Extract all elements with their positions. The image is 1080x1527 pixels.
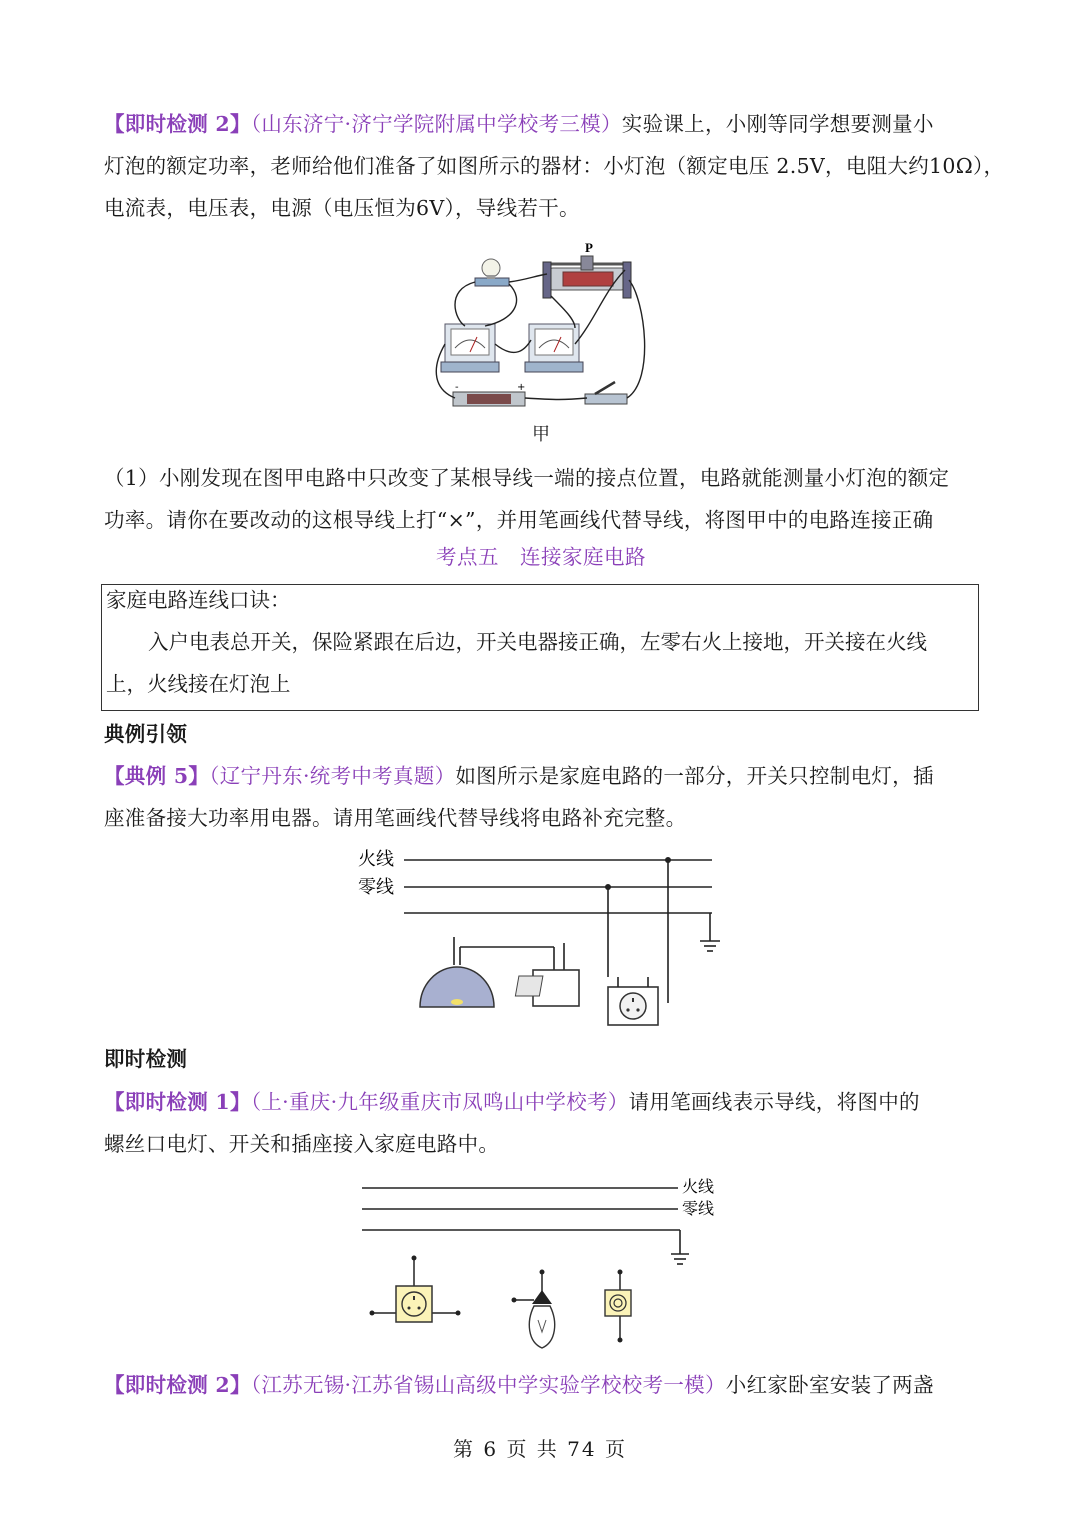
section-heading: 考点五 连接家庭电路: [436, 545, 646, 569]
question-source: （山东济宁·济宁学院附属中学校考三模）: [250, 112, 622, 136]
screw-lamp-icon: [512, 1270, 555, 1349]
mnemonic-box: [101, 584, 979, 711]
question-text: 灯泡的额定功率，老师给他们准备了如图所示的器材：小灯泡（额定电压 2.5V，电阻大约10Ω），: [104, 154, 1005, 178]
check-q2-text: 小红家卧室安装了两盏: [725, 1373, 934, 1397]
zero-wire-label: 零线: [682, 1199, 715, 1218]
check-q1-text: 请用笔画线表示导线，将图中的: [628, 1090, 920, 1114]
svg-text:+: +: [517, 382, 526, 393]
household-circuit-figure: [350, 845, 730, 1030]
slider-label: P: [585, 240, 593, 255]
example-tag: 【典例 5】: [104, 764, 210, 788]
figure-caption: 甲: [532, 424, 550, 445]
question-tag: 【即时检测 2】: [104, 112, 251, 136]
ground-icon: [700, 913, 720, 951]
check-q1-text: 螺丝口电灯、开关和插座接入家庭电路中。: [104, 1132, 500, 1156]
circuit-apparatus-figure: [425, 240, 665, 415]
rheostat-icon: [543, 240, 631, 298]
box-text: 入户电表总开关，保险紧跟在后边，开关电器接正确，左零右火上接地，开关接在火线: [148, 630, 927, 654]
check-circuit-figure: [358, 1172, 728, 1362]
lamp-icon: [475, 259, 509, 286]
zero-wire-label: 零线: [358, 877, 394, 898]
check-heading: 即时检测: [104, 1047, 188, 1071]
sub-question-1: [104, 457, 978, 541]
svg-text:-: -: [455, 382, 459, 393]
voltmeter-icon: [441, 324, 499, 372]
question-text: （1）小刚发现在图甲电路中只改变了某根导线一端的接点位置，电路就能测量小灯泡的额定: [104, 466, 950, 490]
fire-wire-label: 火线: [358, 849, 394, 870]
switch-icon: [605, 1270, 631, 1343]
question-text: 实验课上，小刚等同学想要测量小: [621, 112, 934, 136]
socket-icon: [370, 1256, 461, 1323]
example-text: 如图所示是家庭电路的一部分，开关只控制电灯，插: [455, 764, 934, 788]
example-paragraph: [104, 755, 978, 839]
question-text: 功率。请你在要改动的这根导线上打“×”，并用笔画线代替导线，将图甲中的电路连接正确: [104, 508, 934, 532]
check-q1-paragraph: [104, 1081, 978, 1165]
check-q2-source: （江苏无锡·江苏省锡山高级中学实验学校校考一模）: [250, 1373, 726, 1397]
switch-icon: [585, 382, 627, 404]
example-text: 座准备接大功率用电器。请用笔画线代替导线将电路补充完整。: [104, 806, 687, 830]
box-text: 上，火线接在灯泡上: [106, 672, 291, 696]
box-title: 家庭电路连线口诀：: [106, 588, 291, 612]
example-heading: 典例引领: [104, 722, 188, 746]
question-text: 电流表，电压表，电源（电压恒为6V），导线若干。: [104, 196, 580, 220]
ammeter-icon: [525, 324, 583, 372]
example-source: （辽宁丹东·统考中考真题）: [209, 764, 456, 788]
check-q1-source: （上·重庆·九年级重庆市凤鸣山中学校考）: [250, 1090, 629, 1114]
question-q2-paragraph: [104, 103, 1005, 229]
battery-icon: [453, 382, 525, 406]
socket-icon: [608, 977, 658, 1025]
page-footer: 第 6 页 共 74 页: [453, 1437, 627, 1461]
check-q1-tag: 【即时检测 1】: [104, 1090, 251, 1114]
fire-wire-label: 火线: [682, 1177, 715, 1196]
check-q2-paragraph: [104, 1364, 978, 1406]
check-q2-tag: 【即时检测 2】: [104, 1373, 251, 1397]
ground-icon: [671, 1230, 689, 1264]
